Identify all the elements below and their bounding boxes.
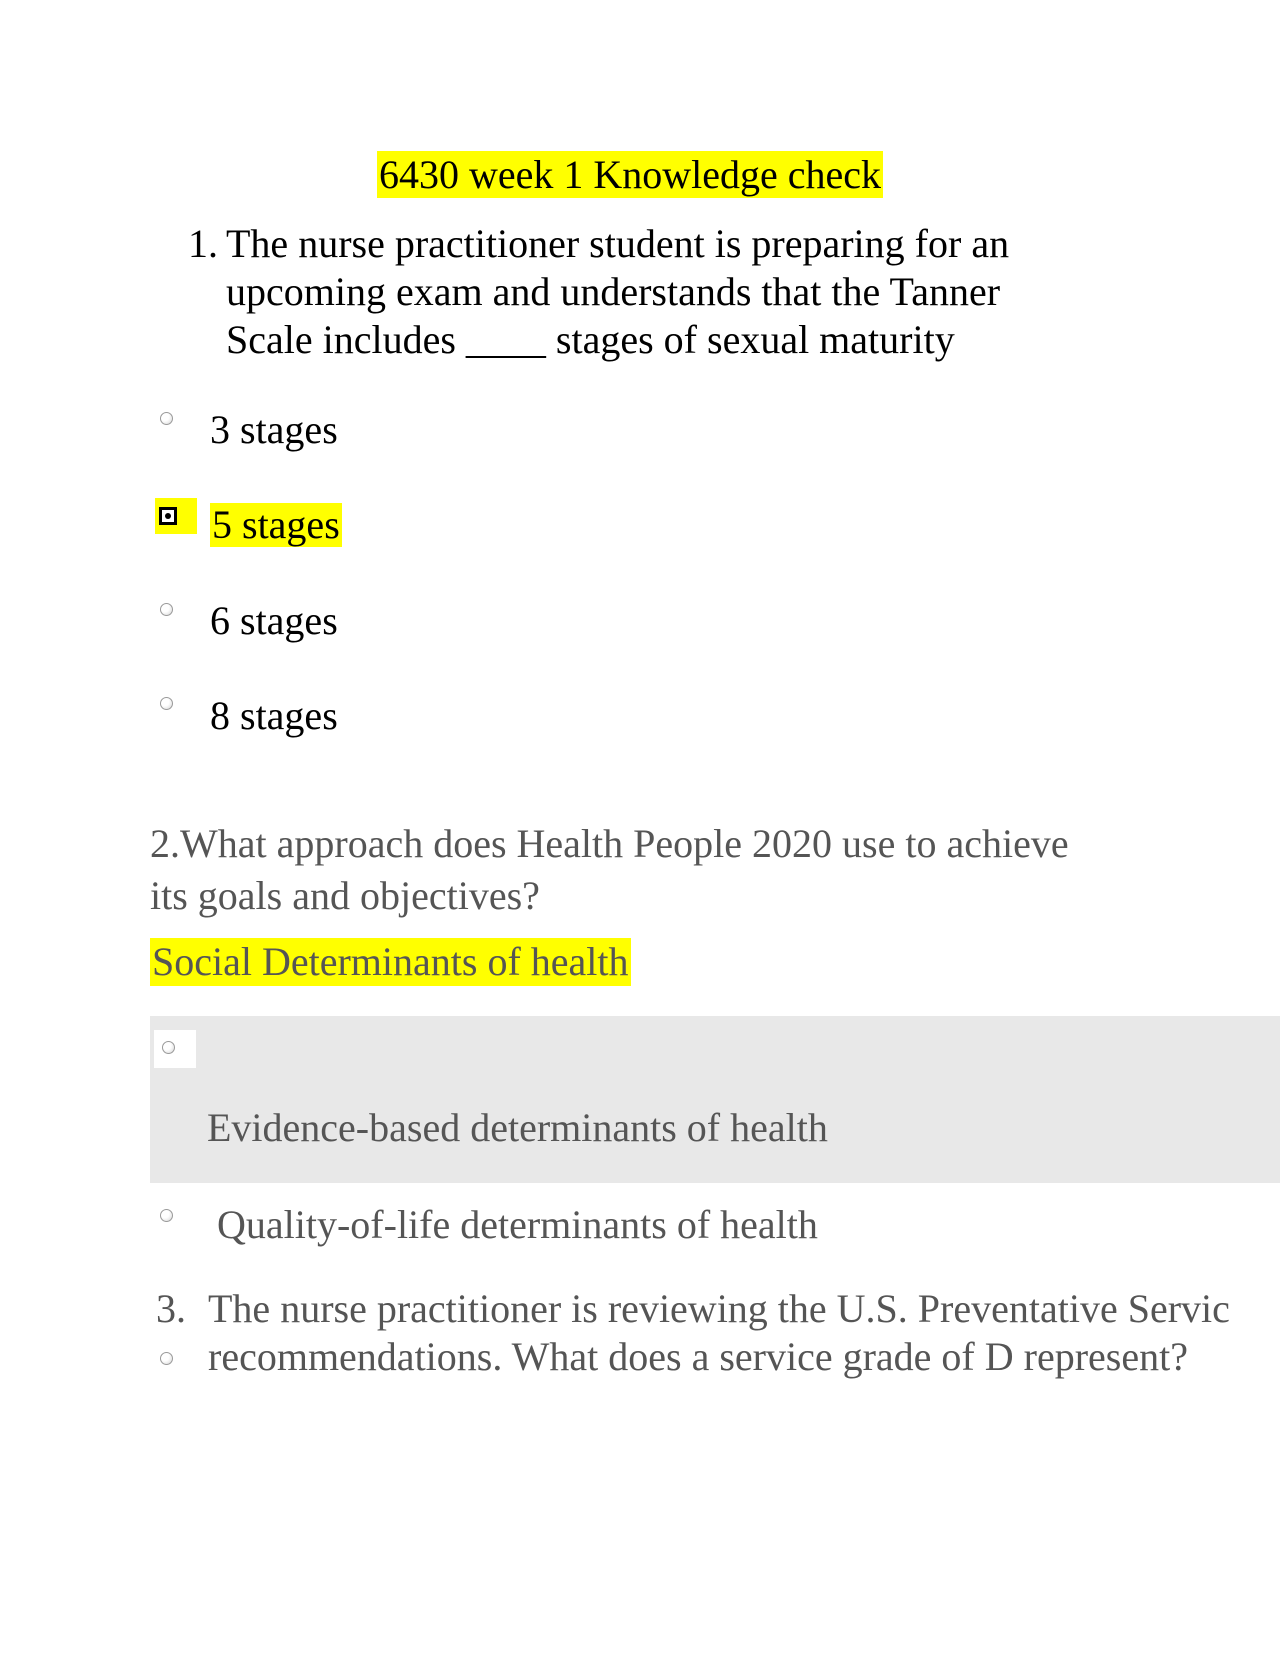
question-2-line: 2.What approach does Health People 2020 use to achieve [150, 821, 1069, 866]
q1-option-8-radio[interactable] [160, 697, 173, 710]
q1-option-6-radio[interactable] [160, 603, 173, 616]
q1-option-8-label[interactable]: 8 stages [210, 693, 338, 738]
question-3-text [208, 1285, 1280, 1381]
question-2-line: its goals and objectives? [150, 873, 540, 918]
question-2 [150, 818, 1150, 922]
question-1-text [226, 220, 1068, 364]
q2-option-evidence-label[interactable]: Evidence-based determinants of health [207, 1105, 828, 1150]
document-title: 6430 week 1 Knowledge check [379, 152, 882, 197]
question-1-line: Scale includes ____ stages of sexual maturity [226, 317, 955, 362]
q2-option-quality-radio[interactable] [160, 1209, 173, 1222]
question-1-number: 1. [188, 221, 218, 266]
q1-option-3-radio[interactable] [160, 412, 173, 425]
question-3-number: 3. [156, 1286, 186, 1331]
radio-container [154, 1030, 196, 1068]
q1-option-6-label[interactable]: 6 stages [210, 598, 338, 643]
q3-option-radio[interactable] [160, 1352, 173, 1365]
question-2-answer: Social Determinants of health [152, 939, 629, 984]
question-3 [156, 1285, 1280, 1381]
q2-option-evidence-radio[interactable] [162, 1041, 175, 1054]
q1-option-5-radio-highlight[interactable] [155, 498, 197, 534]
q1-option-5-radio-selected[interactable] [159, 507, 177, 525]
question-1-line: upcoming exam and understands that the Tanner [226, 269, 1001, 314]
question-3-line: The nurse practitioner is reviewing the U.S. Preventative Servic [208, 1286, 1230, 1331]
question-1-line: The nurse practitioner student is preparing for an [226, 221, 1010, 266]
q1-option-5-label-selected[interactable]: 5 stages [212, 502, 340, 547]
question-1 [188, 220, 1068, 364]
q1-option-3-label[interactable]: 3 stages [210, 407, 338, 452]
q2-option-evidence-panel[interactable] [150, 1016, 1280, 1183]
question-3-line: recommendations. What does a service grade of D represent? [208, 1334, 1188, 1379]
q2-option-quality-label[interactable]: Quality-of-life determinants of health [217, 1202, 818, 1247]
